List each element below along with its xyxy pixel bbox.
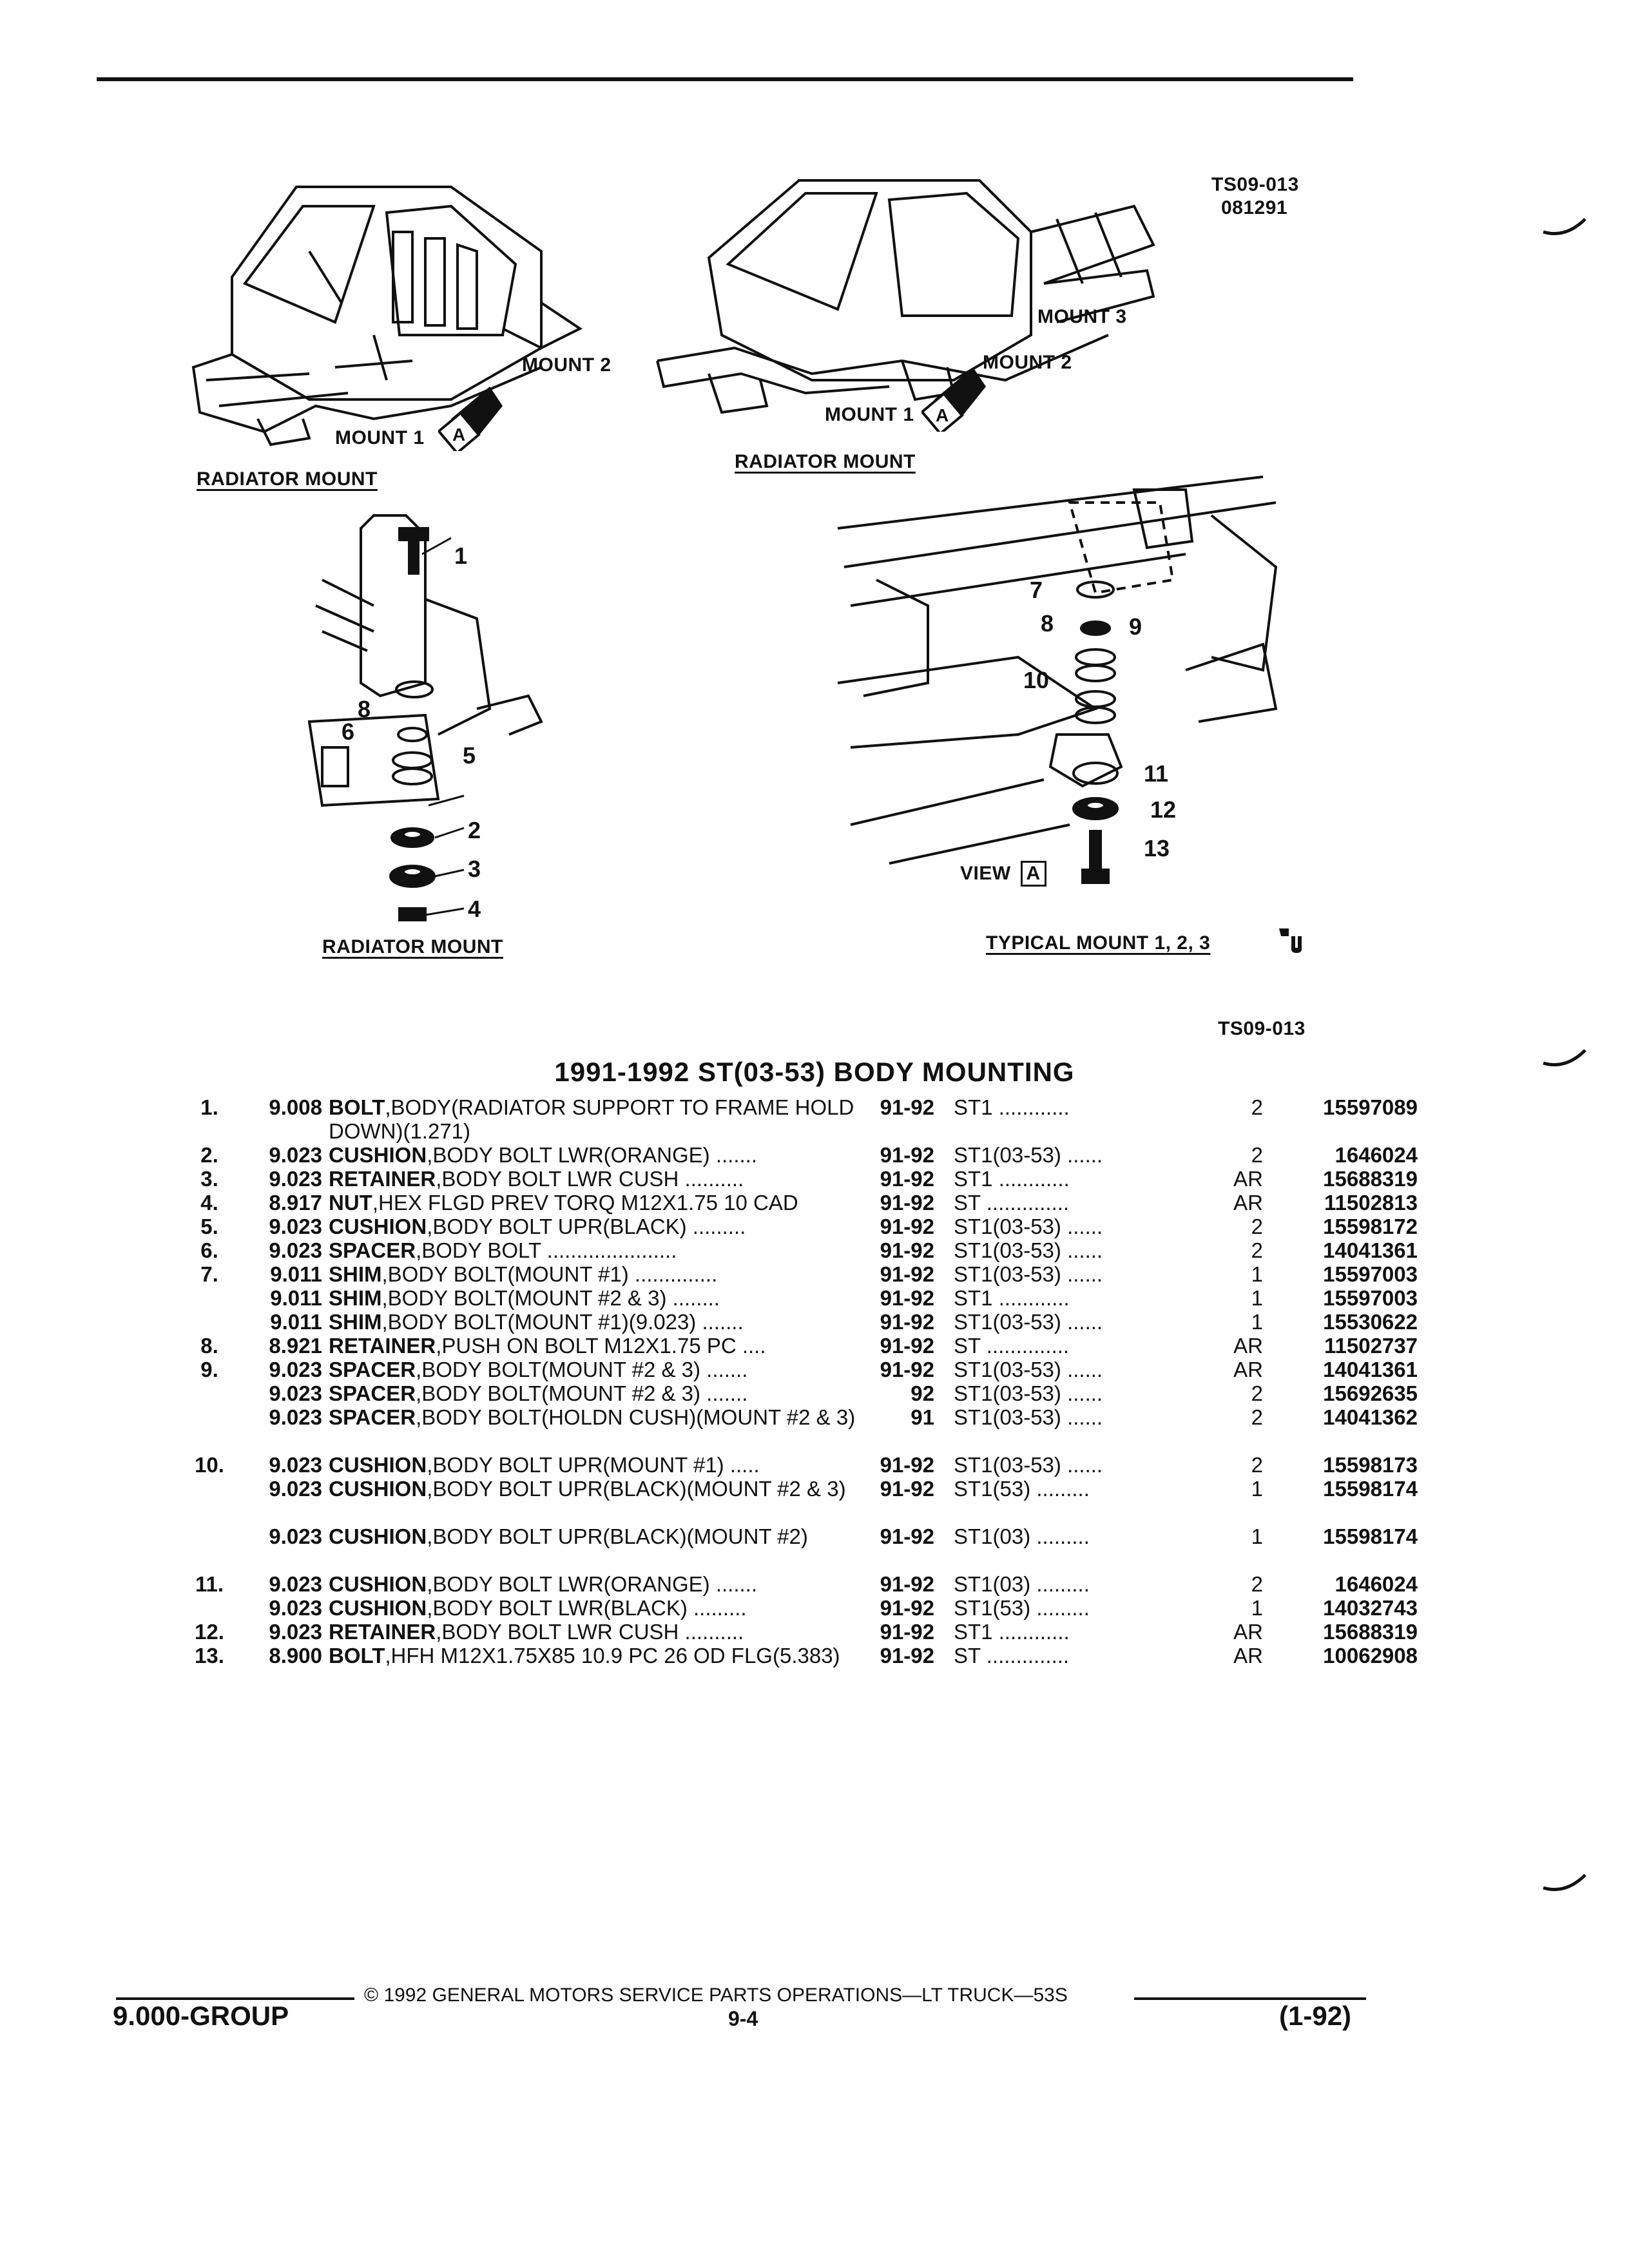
part-number: 10062908	[1323, 1644, 1418, 1667]
parts-row	[116, 1477, 1418, 1524]
item-key: 5.	[200, 1215, 218, 1238]
model-code: ST1(53) .........	[954, 1477, 1090, 1501]
part-name: NUT	[329, 1191, 372, 1215]
part-name: RETAINER	[329, 1334, 436, 1358]
model-years: 92	[911, 1381, 934, 1405]
parts-row	[116, 1334, 1418, 1358]
quantity: 1	[1251, 1524, 1263, 1548]
part-detail: ,BODY BOLT UPR(MOUNT #1) .....	[427, 1453, 760, 1477]
part-description	[329, 1477, 863, 1501]
callout-12: 12	[1150, 796, 1177, 823]
part-description	[329, 1405, 863, 1429]
item-key: 6.	[200, 1238, 218, 1262]
parts-row	[116, 1381, 1418, 1405]
group-number: 9.023	[269, 1381, 322, 1405]
model-code: ST1(03) .........	[954, 1524, 1090, 1548]
quantity: 2	[1251, 1405, 1263, 1429]
model-years: 91-92	[880, 1191, 934, 1215]
model-code: ST ..............	[954, 1644, 1070, 1667]
group-number: 9.023	[269, 1620, 322, 1644]
callout-6: 6	[342, 718, 355, 745]
radiator-mount-exploded-view	[296, 503, 554, 928]
part-detail: ,BODY BOLT LWR(ORANGE) .......	[427, 1143, 757, 1167]
part-name: SPACER	[329, 1358, 416, 1381]
mount-1-label-right: MOUNT 1	[825, 404, 914, 425]
radiator-mount-label-bottom: RADIATOR MOUNT	[322, 936, 503, 957]
part-name: BOLT	[329, 1095, 385, 1119]
model-years: 91-92	[880, 1143, 934, 1167]
section-title: 1991-1992 ST(03-53) BODY MOUNTING	[554, 1057, 1075, 1087]
model-code: ST ..............	[954, 1191, 1070, 1215]
part-description	[329, 1215, 863, 1238]
parts-row	[116, 1596, 1418, 1620]
part-number: 1646024	[1335, 1572, 1418, 1596]
callout-8-left: 8	[358, 696, 371, 722]
item-key: 4.	[200, 1191, 218, 1215]
quantity: AR	[1233, 1358, 1263, 1381]
figure-code: TS09-013	[1211, 174, 1299, 195]
model-code: ST1 ............	[954, 1620, 1070, 1644]
group-number: 9.011	[270, 1262, 322, 1286]
model-code: ST1(53) .........	[954, 1596, 1090, 1620]
parts-row	[116, 1167, 1418, 1191]
svg-text:A: A	[452, 425, 466, 445]
model-years: 91-92	[880, 1262, 934, 1286]
quantity: 1	[1251, 1262, 1263, 1286]
part-detail: ,BODY BOLT UPR(BLACK)(MOUNT #2 & 3)	[427, 1477, 846, 1501]
item-key: 8.	[200, 1334, 218, 1358]
view-a-label	[960, 861, 1046, 887]
callout-2: 2	[468, 817, 481, 843]
mount-2-label-right: MOUNT 2	[983, 352, 1072, 373]
part-name: SPACER	[329, 1381, 416, 1405]
parts-row	[116, 1215, 1418, 1238]
part-description	[329, 1644, 863, 1667]
part-number: 11502813	[1324, 1191, 1418, 1215]
gm-logo-icon	[1276, 923, 1308, 956]
part-number: 14041361	[1323, 1358, 1418, 1381]
model-code: ST ..............	[954, 1334, 1070, 1358]
part-name: RETAINER	[329, 1620, 436, 1644]
item-key: 11.	[195, 1572, 224, 1596]
part-description	[329, 1238, 863, 1262]
part-detail: ,BODY BOLT(MOUNT #2 & 3) .......	[416, 1358, 748, 1381]
model-code: ST1(03) .........	[954, 1572, 1090, 1596]
group-number: 9.023	[269, 1572, 322, 1596]
truck-cab-illustration-left	[180, 174, 644, 457]
parts-row	[116, 1143, 1418, 1167]
part-number: 11502737	[1324, 1334, 1418, 1358]
part-description	[329, 1310, 863, 1334]
group-number: 9.011	[270, 1286, 322, 1310]
model-code: ST1 ............	[954, 1167, 1070, 1191]
quantity: 2	[1251, 1381, 1263, 1405]
model-code: ST1(03-53) ......	[954, 1453, 1103, 1477]
part-detail: ,BODY BOLT(HOLDN CUSH)(MOUNT #2 & 3)	[416, 1405, 856, 1429]
part-detail: ,BODY BOLT LWR CUSH ..........	[436, 1167, 744, 1191]
part-description	[329, 1143, 863, 1167]
quantity: 1	[1251, 1286, 1263, 1310]
model-code: ST1(03-53) ......	[954, 1143, 1103, 1167]
model-code: ST1(03-53) ......	[954, 1381, 1103, 1405]
mount-2-label-left: MOUNT 2	[522, 354, 612, 376]
part-detail: ,BODY BOLT LWR(BLACK) .........	[427, 1596, 747, 1620]
part-number: 15688319	[1323, 1620, 1418, 1644]
group-number: 9.023	[269, 1477, 322, 1501]
radiator-mount-label-top-left: RADIATOR MOUNT	[197, 468, 378, 490]
group-number: 8.900	[269, 1644, 322, 1667]
part-description	[329, 1524, 863, 1548]
part-detail: ,BODY(RADIATOR SUPPORT TO FRAME HOLD DOWN)(1.271)	[329, 1095, 854, 1143]
part-name: CUSHION	[329, 1596, 427, 1620]
view-letter-box: A	[1021, 861, 1046, 887]
part-number: 1646024	[1335, 1143, 1418, 1167]
quantity: 1	[1251, 1596, 1263, 1620]
item-key: 10.	[195, 1453, 224, 1477]
model-years: 91-92	[880, 1095, 934, 1119]
callout-1: 1	[454, 543, 468, 569]
quantity: 2	[1251, 1453, 1263, 1477]
model-code: ST1(03-53) ......	[954, 1358, 1103, 1381]
callout-10: 10	[1023, 667, 1050, 693]
group-number: 9.023	[269, 1453, 322, 1477]
item-key: 12.	[195, 1620, 224, 1644]
part-detail: ,HFH M12X1.75X85 10.9 PC 26 OD FLG(5.383)	[385, 1644, 840, 1667]
callout-4: 4	[468, 896, 481, 922]
part-description	[329, 1453, 863, 1477]
parts-row	[116, 1238, 1418, 1262]
item-key: 7.	[200, 1262, 218, 1286]
part-name: CUSHION	[329, 1572, 427, 1596]
group-number: 9.023	[269, 1143, 322, 1167]
part-detail: ,BODY BOLT(MOUNT #1) ..............	[381, 1262, 718, 1286]
part-number: 14041361	[1323, 1238, 1418, 1262]
part-name: SHIM	[329, 1262, 382, 1286]
part-number: 15597089	[1323, 1095, 1418, 1119]
item-key: 2.	[200, 1143, 218, 1167]
group-number: 9.023	[269, 1524, 322, 1548]
model-years: 91-92	[880, 1215, 934, 1238]
part-number: 15688319	[1323, 1167, 1418, 1191]
quantity: 2	[1251, 1238, 1263, 1262]
part-number: 15598172	[1323, 1215, 1418, 1238]
part-description	[329, 1095, 863, 1143]
parts-row	[116, 1262, 1418, 1286]
item-key: 13.	[195, 1644, 224, 1667]
part-detail: ,BODY BOLT UPR(BLACK) .........	[427, 1215, 746, 1238]
item-key: 1.	[200, 1095, 218, 1119]
margin-mark-3	[1540, 1862, 1592, 1901]
margin-mark-1	[1540, 206, 1592, 245]
footer-page-number: 9-4	[728, 2007, 758, 2030]
footer-date: (1-92)	[1279, 2001, 1352, 2031]
model-years: 91-92	[880, 1453, 934, 1477]
part-description	[329, 1191, 863, 1215]
footer-copyright: © 1992 GENERAL MOTORS SERVICE PARTS OPERATIONS—LT TRUCK—53S	[364, 1984, 1068, 2006]
group-number: 9.023	[269, 1358, 322, 1381]
parts-row	[116, 1358, 1418, 1381]
group-number: 9.011	[270, 1310, 322, 1334]
part-detail: ,BODY BOLT ......................	[416, 1238, 677, 1262]
item-key: 9.	[200, 1358, 218, 1381]
part-detail: ,BODY BOLT LWR(ORANGE) .......	[427, 1572, 757, 1596]
part-number: 15530622	[1323, 1310, 1418, 1334]
quantity: AR	[1233, 1620, 1263, 1644]
footer-rule-left	[116, 1997, 354, 2000]
part-number: 15597003	[1323, 1286, 1418, 1310]
model-years: 91	[911, 1405, 934, 1429]
part-number: 15597003	[1323, 1262, 1418, 1286]
typical-mount-label: TYPICAL MOUNT 1, 2, 3	[986, 932, 1211, 954]
part-name: BOLT	[329, 1644, 385, 1667]
part-name: CUSHION	[329, 1453, 427, 1477]
model-code: ST1(03-53) ......	[954, 1215, 1103, 1238]
part-number: 14032743	[1323, 1596, 1418, 1620]
figure-code-bottom: TS09-013	[1218, 1018, 1306, 1039]
group-number: 9.023	[269, 1167, 322, 1191]
group-number: 8.917	[269, 1191, 322, 1215]
parts-row	[116, 1405, 1418, 1453]
parts-row	[116, 1524, 1418, 1572]
callout-8-right: 8	[1041, 610, 1054, 637]
parts-row	[116, 1620, 1418, 1644]
part-detail: ,HEX FLGD PREV TORQ M12X1.75 10 CAD	[372, 1191, 798, 1215]
quantity: 2	[1251, 1215, 1263, 1238]
group-number: 9.023	[269, 1405, 322, 1429]
part-description	[329, 1572, 863, 1596]
part-description	[329, 1381, 863, 1405]
part-detail: ,BODY BOLT(MOUNT #2 & 3) .......	[416, 1381, 748, 1405]
quantity: 2	[1251, 1095, 1263, 1119]
part-detail: ,BODY BOLT LWR CUSH ..........	[436, 1620, 744, 1644]
callout-5: 5	[463, 742, 476, 769]
part-number: 15598173	[1323, 1453, 1418, 1477]
part-description	[329, 1286, 863, 1310]
model-years: 91-92	[880, 1238, 934, 1262]
svg-text:A: A	[936, 405, 949, 425]
callout-3: 3	[468, 856, 481, 882]
model-years: 91-92	[880, 1644, 934, 1667]
model-years: 91-92	[880, 1620, 934, 1644]
part-name: CUSHION	[329, 1143, 427, 1167]
callout-9: 9	[1129, 613, 1142, 640]
part-detail: ,BODY BOLT(MOUNT #1)(9.023) .......	[381, 1310, 744, 1334]
part-name: RETAINER	[329, 1167, 436, 1191]
model-years: 91-92	[880, 1358, 934, 1381]
footer-group: 9.000-GROUP	[113, 2001, 289, 2031]
part-detail: ,BODY BOLT UPR(BLACK)(MOUNT #2)	[427, 1524, 808, 1548]
part-name: CUSHION	[329, 1215, 427, 1238]
callout-13: 13	[1144, 835, 1170, 861]
part-name: SHIM	[329, 1286, 382, 1310]
model-years: 91-92	[880, 1310, 934, 1334]
part-number: 15598174	[1323, 1524, 1418, 1548]
quantity: 2	[1251, 1143, 1263, 1167]
callout-11: 11	[1144, 760, 1169, 787]
view-label-text: VIEW	[960, 863, 1011, 884]
model-years: 91-92	[880, 1334, 934, 1358]
part-name: SPACER	[329, 1405, 416, 1429]
typical-mount-view-a	[825, 464, 1289, 889]
mount-1-label-left: MOUNT 1	[335, 427, 425, 448]
callout-7: 7	[1030, 577, 1043, 603]
model-code: ST1 ............	[954, 1286, 1070, 1310]
view-a-arrow-left	[438, 380, 516, 451]
group-number: 9.023	[269, 1238, 322, 1262]
footer-rule-right	[1134, 1997, 1366, 2000]
part-description	[329, 1262, 863, 1286]
group-number: 9.008	[269, 1095, 322, 1119]
margin-mark-2	[1540, 1037, 1592, 1076]
model-code: ST1(03-53) ......	[954, 1310, 1103, 1334]
model-years: 91-92	[880, 1524, 934, 1548]
quantity: AR	[1233, 1334, 1263, 1358]
model-years: 91-92	[880, 1167, 934, 1191]
part-name: SPACER	[329, 1238, 416, 1262]
part-description	[329, 1620, 863, 1644]
part-detail: ,BODY BOLT(MOUNT #2 & 3) ........	[381, 1286, 720, 1310]
parts-row	[116, 1572, 1418, 1596]
part-description	[329, 1167, 863, 1191]
part-description	[329, 1358, 863, 1381]
model-code: ST1(03-53) ......	[954, 1262, 1103, 1286]
item-key: 3.	[200, 1167, 218, 1191]
model-years: 91-92	[880, 1572, 934, 1596]
model-years: 91-92	[880, 1596, 934, 1620]
quantity: AR	[1233, 1644, 1263, 1667]
part-name: CUSHION	[329, 1524, 427, 1548]
parts-row	[116, 1191, 1418, 1215]
part-detail: ,PUSH ON BOLT M12X1.75 PC ....	[436, 1334, 766, 1358]
mount-3-label: MOUNT 3	[1037, 306, 1127, 327]
top-rule	[97, 77, 1353, 81]
part-number: 15692635	[1323, 1381, 1418, 1405]
parts-row	[116, 1453, 1418, 1477]
group-number: 8.921	[269, 1334, 322, 1358]
parts-row	[116, 1310, 1418, 1334]
quantity: 1	[1251, 1310, 1263, 1334]
parts-row	[116, 1644, 1418, 1691]
model-code: ST1 ............	[954, 1095, 1070, 1119]
quantity: AR	[1233, 1191, 1263, 1215]
group-number: 9.023	[269, 1215, 322, 1238]
parts-list	[116, 1095, 1418, 1691]
parts-row	[116, 1095, 1418, 1143]
quantity: 2	[1251, 1572, 1263, 1596]
part-description	[329, 1596, 863, 1620]
model-years: 91-92	[880, 1477, 934, 1501]
part-name: SHIM	[329, 1310, 382, 1334]
model-years: 91-92	[880, 1286, 934, 1310]
parts-row	[116, 1286, 1418, 1310]
quantity: AR	[1233, 1167, 1263, 1191]
model-code: ST1(03-53) ......	[954, 1405, 1103, 1429]
group-number: 9.023	[269, 1596, 322, 1620]
quantity: 1	[1251, 1477, 1263, 1501]
radiator-mount-label-top-right: RADIATOR MOUNT	[735, 451, 916, 472]
part-name: CUSHION	[329, 1477, 427, 1501]
figure-date: 081291	[1221, 197, 1288, 218]
part-number: 14041362	[1323, 1405, 1418, 1429]
part-number: 15598174	[1323, 1477, 1418, 1501]
part-description	[329, 1334, 863, 1358]
model-code: ST1(03-53) ......	[954, 1238, 1103, 1262]
